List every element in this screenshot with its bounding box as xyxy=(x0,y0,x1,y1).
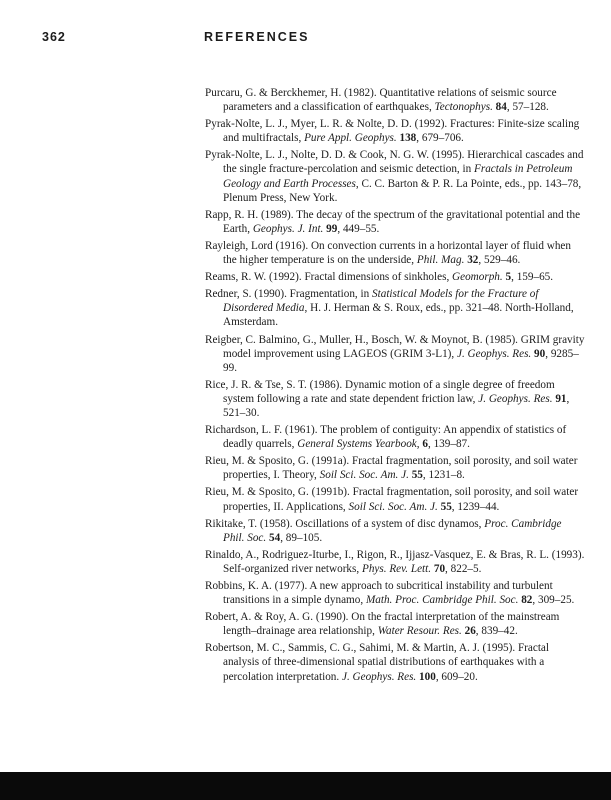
reference-pages: , 839–42. xyxy=(475,625,518,638)
scan-bottom-edge xyxy=(0,772,611,800)
reference-authors-title: Rinaldo, A., Rodriguez-Iturbe, I., Rigon, R., Ijjasz-Vasquez, E. & Bras, R. L. (1993). Self-organized river networks, xyxy=(205,548,585,575)
reference-list xyxy=(205,86,585,687)
reference-volume: 138 xyxy=(399,132,417,145)
reference-source: Soil Sci. Soc. Am. J. xyxy=(319,469,409,482)
reference-volume: 84 xyxy=(495,101,507,114)
reference-pages: , 1231–8. xyxy=(422,469,465,482)
reference-entry xyxy=(205,287,585,329)
reference-pages: , 159–65. xyxy=(511,271,554,284)
reference-volume: 26 xyxy=(464,625,476,638)
reference-entry xyxy=(205,641,585,683)
reference-volume: 5 xyxy=(505,271,512,284)
reference-volume: 54 xyxy=(269,531,281,544)
reference-pages: , 57–128. xyxy=(506,101,549,114)
reference-volume: 55 xyxy=(440,500,452,513)
reference-volume: 99 xyxy=(326,222,338,235)
reference-entry xyxy=(205,548,585,576)
reference-pages: , 521–30. xyxy=(223,392,570,419)
reference-entry xyxy=(205,117,585,145)
reference-details: , H. J. Herman & S. Roux, eds., pp. 321–48. North-Holland, Amsterdam. xyxy=(223,302,574,329)
reference-entry xyxy=(205,517,585,545)
reference-details: , C. C. Barton & P. R. La Pointe, eds., pp. 143–78, Plenum Press, New York. xyxy=(223,177,582,204)
reference-pages: , 822–5. xyxy=(445,562,482,575)
reference-source: J. Geophys. Res. xyxy=(341,670,417,683)
reference-pages: , 309–25. xyxy=(532,594,575,607)
reference-source: Proc. Cambridge Phil. Soc. xyxy=(223,517,562,544)
reference-source: Fractals in Petroleum Geology and Earth Processes xyxy=(223,163,573,190)
reference-pages: , 89–105. xyxy=(280,531,323,544)
reference-entry xyxy=(205,333,585,375)
reference-source: J. Geophys. Res. xyxy=(478,392,553,405)
reference-entry xyxy=(205,239,585,267)
reference-authors-title: Robert, A. & Roy, A. G. (1990). On the fractal interpretation of the mainstream length–drainage area relationship, xyxy=(205,611,560,638)
reference-volume: 32 xyxy=(467,254,479,267)
reference-entry xyxy=(205,208,585,236)
reference-authors-title: Pyrak-Nolte, L. J., Nolte, D. D. & Cook, N. G. W. (1995). Hierarchical cascades and the single fracture-percolation and seismic detection, in xyxy=(205,149,584,176)
reference-details: , xyxy=(416,438,423,451)
reference-source: Pure Appl. Geophys. xyxy=(304,132,397,145)
reference-volume: 82 xyxy=(521,594,533,607)
reference-volume: 6 xyxy=(422,438,428,451)
page-number: 362 xyxy=(42,30,66,44)
reference-authors-title: Pyrak-Nolte, L. J., Myer, L. R. & Nolte, D. D. (1992). Fractures: Finite-size scaling and multifractals, xyxy=(205,118,580,145)
reference-authors-title: Purcaru, G. & Berckhemer, H. (1982). Quantitative relations of seismic source parameters and a classification of earthquakes, xyxy=(205,87,557,114)
reference-authors-title: Rieu, M. & Sposito, G. (1991b). Fractal fragmentation, soil porosity, and soil water properties, II. Applications, xyxy=(205,486,579,513)
reference-volume: 90 xyxy=(534,347,546,360)
reference-pages: , 139–87. xyxy=(427,438,470,451)
reference-entry xyxy=(205,454,585,482)
reference-authors-title: Redner, S. (1990). Fragmentation, in xyxy=(205,288,373,301)
reference-pages: , 9285–99. xyxy=(223,347,579,374)
reference-authors-title: Robertson, M. C., Sammis, C. G., Sahimi, M. & Martin, A. J. (1995). Fractal analysis of three-dimensional spatial distributions of earthquakes with a percolation interpretation. xyxy=(205,642,550,683)
reference-source: Geomorph. xyxy=(452,271,503,284)
reference-source: J. Geophys. Res. xyxy=(456,347,532,360)
reference-source: Tectonophys. xyxy=(434,101,493,114)
reference-authors-title: Richardson, L. F. (1961). The problem of contiguity: An appendix of statistics of deadly quarrels, xyxy=(205,424,567,451)
reference-authors-title: Reigber, C. Balmino, G., Muller, H., Bosch, W. & Moynot, B. (1985). GRIM gravity model improvement using LAGEOS (GRIM 3-L1), xyxy=(205,333,585,360)
reference-authors-title: Rayleigh, Lord (1916). On convection currents in a horizontal layer of fluid when the higher temperature is on the underside, xyxy=(205,239,571,267)
reference-volume: 91 xyxy=(555,392,567,405)
reference-source: Geophys. J. Int. xyxy=(252,222,324,235)
reference-pages: , 609–20. xyxy=(435,670,478,683)
reference-pages: , 679–706. xyxy=(416,132,464,145)
reference-entry xyxy=(205,610,585,638)
reference-entry xyxy=(205,579,585,607)
reference-entry xyxy=(205,148,585,204)
reference-authors-title: Rikitake, T. (1958). Oscillations of a system of disc dynamos, xyxy=(205,517,485,530)
reference-entry xyxy=(205,86,585,114)
reference-source: Math. Proc. Cambridge Phil. Soc. xyxy=(365,594,519,607)
reference-source: Soil Sci. Soc. Am. J. xyxy=(348,500,438,513)
reference-source: Water Resour. Res. xyxy=(377,625,462,638)
reference-source: General Systems Yearbook xyxy=(297,438,417,451)
reference-entry xyxy=(205,378,585,420)
reference-authors-title: Rapp, R. H. (1989). The decay of the spectrum of the gravitational potential and the Earth, xyxy=(205,208,581,235)
reference-volume: 70 xyxy=(433,562,446,575)
reference-entry xyxy=(205,485,585,513)
running-head: REFERENCES xyxy=(204,30,310,44)
reference-authors-title: Rieu, M. & Sposito, G. (1991a). Fractal fragmentation, soil porosity, and soil water properties, I. Theory, xyxy=(205,455,578,482)
reference-volume: 100 xyxy=(419,670,436,683)
reference-pages: , 1239–44. xyxy=(451,500,500,513)
reference-authors-title: Robbins, K. A. (1977). A new approach to subcritical instability and turbulent transitions in a simple dynamo, xyxy=(205,580,553,607)
reference-pages: , 449–55. xyxy=(337,222,380,235)
reference-source: Phil. Mag. xyxy=(416,254,465,267)
reference-authors-title: Rice, J. R. & Tse, S. T. (1986). Dynamic motion of a single degree of freedom system following a rate and state dependent friction law, xyxy=(205,378,555,405)
reference-source: Phys. Rev. Lett. xyxy=(361,562,432,575)
reference-pages: , 529–46. xyxy=(478,254,521,267)
reference-authors-title: Reams, R. W. (1992). Fractal dimensions of sinkholes, xyxy=(205,271,453,284)
reference-volume: 55 xyxy=(411,469,423,482)
reference-source: Statistical Models for the Fracture of Disordered Media xyxy=(223,288,539,315)
reference-entry xyxy=(205,270,585,284)
reference-entry xyxy=(205,423,585,451)
